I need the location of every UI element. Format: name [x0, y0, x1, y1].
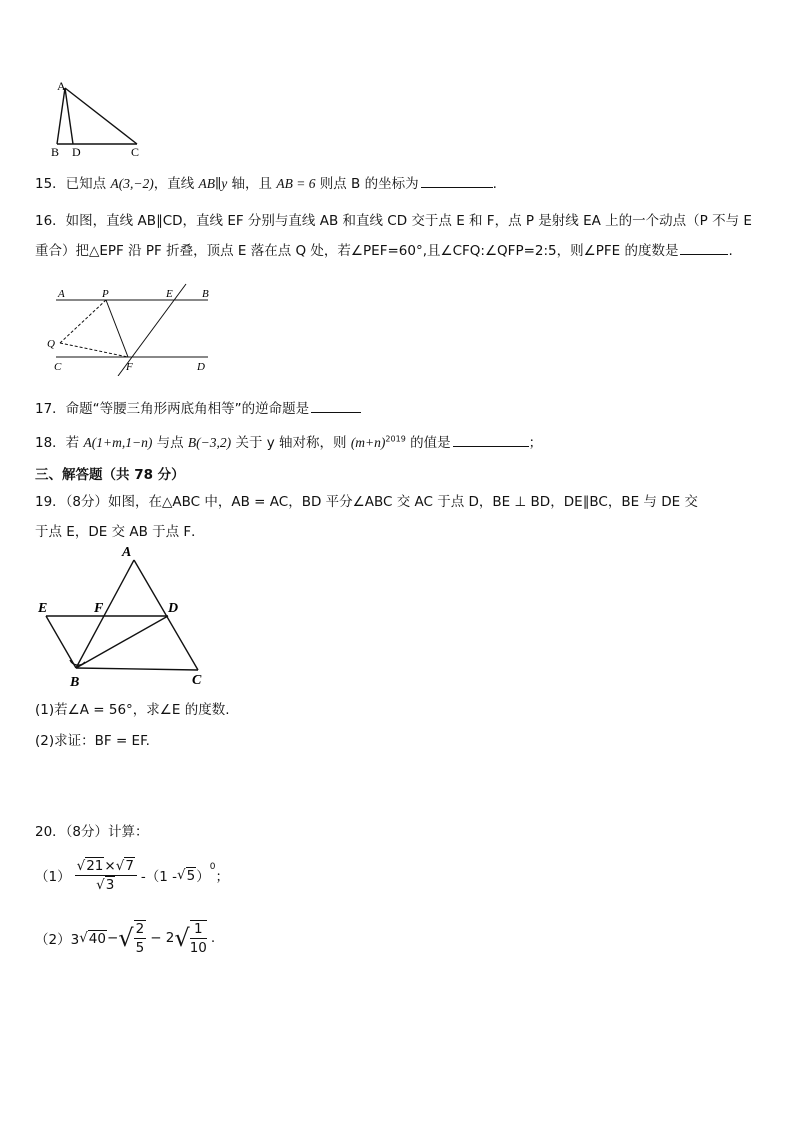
q15-mid2: 轴，且	[227, 176, 277, 192]
question-20-part2	[35, 915, 215, 961]
label-E: E	[38, 601, 48, 616]
q18-end: ；	[528, 435, 543, 451]
label-F: F	[94, 601, 104, 616]
q20-p1-sup: 0	[209, 862, 216, 872]
label-E: E	[166, 288, 173, 300]
q18-prefix: 18．若	[35, 435, 84, 451]
sqrt-icon: √	[177, 867, 186, 883]
q18-mid1: 与点	[152, 435, 188, 451]
q20-p2-end: .	[210, 930, 216, 946]
q16-answer-blank[interactable]	[680, 253, 728, 255]
q20-p1-fraction	[75, 858, 137, 893]
q20-p2-f1-num: 2	[135, 921, 145, 937]
q15-len: AB = 6	[276, 176, 316, 191]
question-19-line1: 19．（8分）如图，在△ABC 中，AB = AC，BD 平分∠ABC 交 AC 于点 D，BE ⊥ BD，DE∥BC，BE 与 DE 交	[35, 494, 698, 510]
q17-text: 17．命题“等腰三角形两底角相等”的逆命题是	[35, 401, 310, 417]
q20-p1-num-b: 7	[125, 857, 134, 874]
triangle-figure-14	[45, 80, 155, 160]
sqrt-icon: √	[76, 857, 86, 874]
q18-pointB: B(−3,2)	[187, 435, 232, 450]
q16-end: .	[728, 243, 733, 259]
sqrt-icon: √	[118, 924, 134, 952]
label-D: D	[197, 361, 205, 373]
question-16-line1: 16．如图，直线 AB∥CD，直线 EF 分别与直线 AB 和直线 CD 交于点 E 和 F，点 P 是射线 EA 上的一个动点（P 不与 E	[35, 213, 752, 229]
q18-expr: (m+n)	[350, 435, 386, 450]
sqrt-icon: √	[115, 857, 125, 874]
q15-prefix: 15．已知点	[35, 176, 111, 192]
q20-p2-fraction-1	[134, 920, 147, 956]
q20-p1-rest-b: 5	[186, 867, 196, 884]
sqrt-icon: √	[96, 876, 105, 893]
label-A: A	[58, 288, 65, 300]
label-D: D	[168, 601, 179, 616]
q15-suffix: 则点 B 的坐标为	[315, 176, 419, 192]
label-B: B	[202, 288, 209, 300]
q20-p2-label: （2）3	[35, 932, 80, 948]
label-C: C	[131, 145, 140, 159]
q15-end: .	[492, 176, 497, 192]
triangle-figure-19	[34, 542, 219, 690]
q20-p1-rest-a: -（1 -	[140, 869, 178, 885]
q18-mid2: 关于 y 轴对称，则	[231, 435, 351, 451]
question-18	[35, 431, 542, 451]
sqrt-icon: √	[79, 930, 88, 946]
q20-p1-num-a: 21	[86, 857, 104, 874]
label-P: P	[102, 288, 109, 300]
q18-suffix: 的值是	[405, 435, 451, 451]
question-19-line2: 于点 E，DE 交 AB 于点 F．	[35, 524, 205, 540]
q20-p2-fraction-2	[190, 920, 207, 956]
label-D: D	[72, 145, 81, 159]
q20-p1-den: 3	[105, 876, 115, 893]
question-19-part2: (2)求证：BF = EF.	[35, 733, 150, 749]
question-17	[35, 397, 361, 417]
q20-p2-a: 40	[88, 930, 106, 947]
label-F: F	[126, 361, 133, 373]
question-15	[35, 172, 497, 192]
q18-answer-blank[interactable]	[453, 445, 529, 447]
label-B: B	[70, 675, 80, 690]
q20-p2-f1-den: 5	[135, 940, 145, 956]
q20-p1-times: ×	[104, 857, 116, 874]
label-B: B	[51, 145, 60, 159]
question-19-part1: (1)若∠A = 56°，求∠E 的度数.	[35, 702, 230, 718]
label-C: C	[192, 673, 202, 688]
q15-mid1: ，直线	[153, 176, 199, 192]
label-A: A	[122, 545, 132, 560]
question-20-title: 20．（8分）计算：	[35, 824, 149, 840]
section-heading: 三、解答题（共 78 分）	[35, 467, 185, 483]
q15-cond: AB∥y	[198, 176, 228, 191]
q20-p2-minus2: − 2	[150, 930, 175, 946]
label-A: A	[57, 80, 66, 93]
q20-p1-rest-c: ）	[196, 869, 210, 885]
q15-point: A(3,−2)	[110, 176, 154, 191]
label-C: C	[54, 361, 62, 373]
sqrt-icon: √	[174, 924, 190, 952]
label-Q: Q	[47, 338, 55, 350]
q20-p2-f2-den: 10	[189, 940, 207, 956]
parallel-lines-figure-16	[42, 280, 222, 376]
q17-answer-blank[interactable]	[311, 411, 361, 413]
question-20-part1	[35, 852, 229, 898]
question-16-line2	[35, 239, 733, 259]
q18-exponent: 2019	[385, 434, 406, 444]
q20-p1-end: ；	[215, 869, 229, 885]
q20-p1-label: （1）	[35, 869, 71, 885]
q20-p2-f2-num: 1	[190, 921, 207, 939]
q18-pointA: A(1+m,1−n)	[83, 435, 153, 450]
q20-p2-minus1: −	[106, 930, 119, 946]
q16-line2-text: 重合）把△EPF 沿 PF 折叠，顶点 E 落在点 Q 处，若∠PEF=60°,且∠CFQ:∠QFP=2:5，则∠PFE 的度数是	[35, 243, 679, 259]
q15-answer-blank[interactable]	[421, 186, 493, 188]
